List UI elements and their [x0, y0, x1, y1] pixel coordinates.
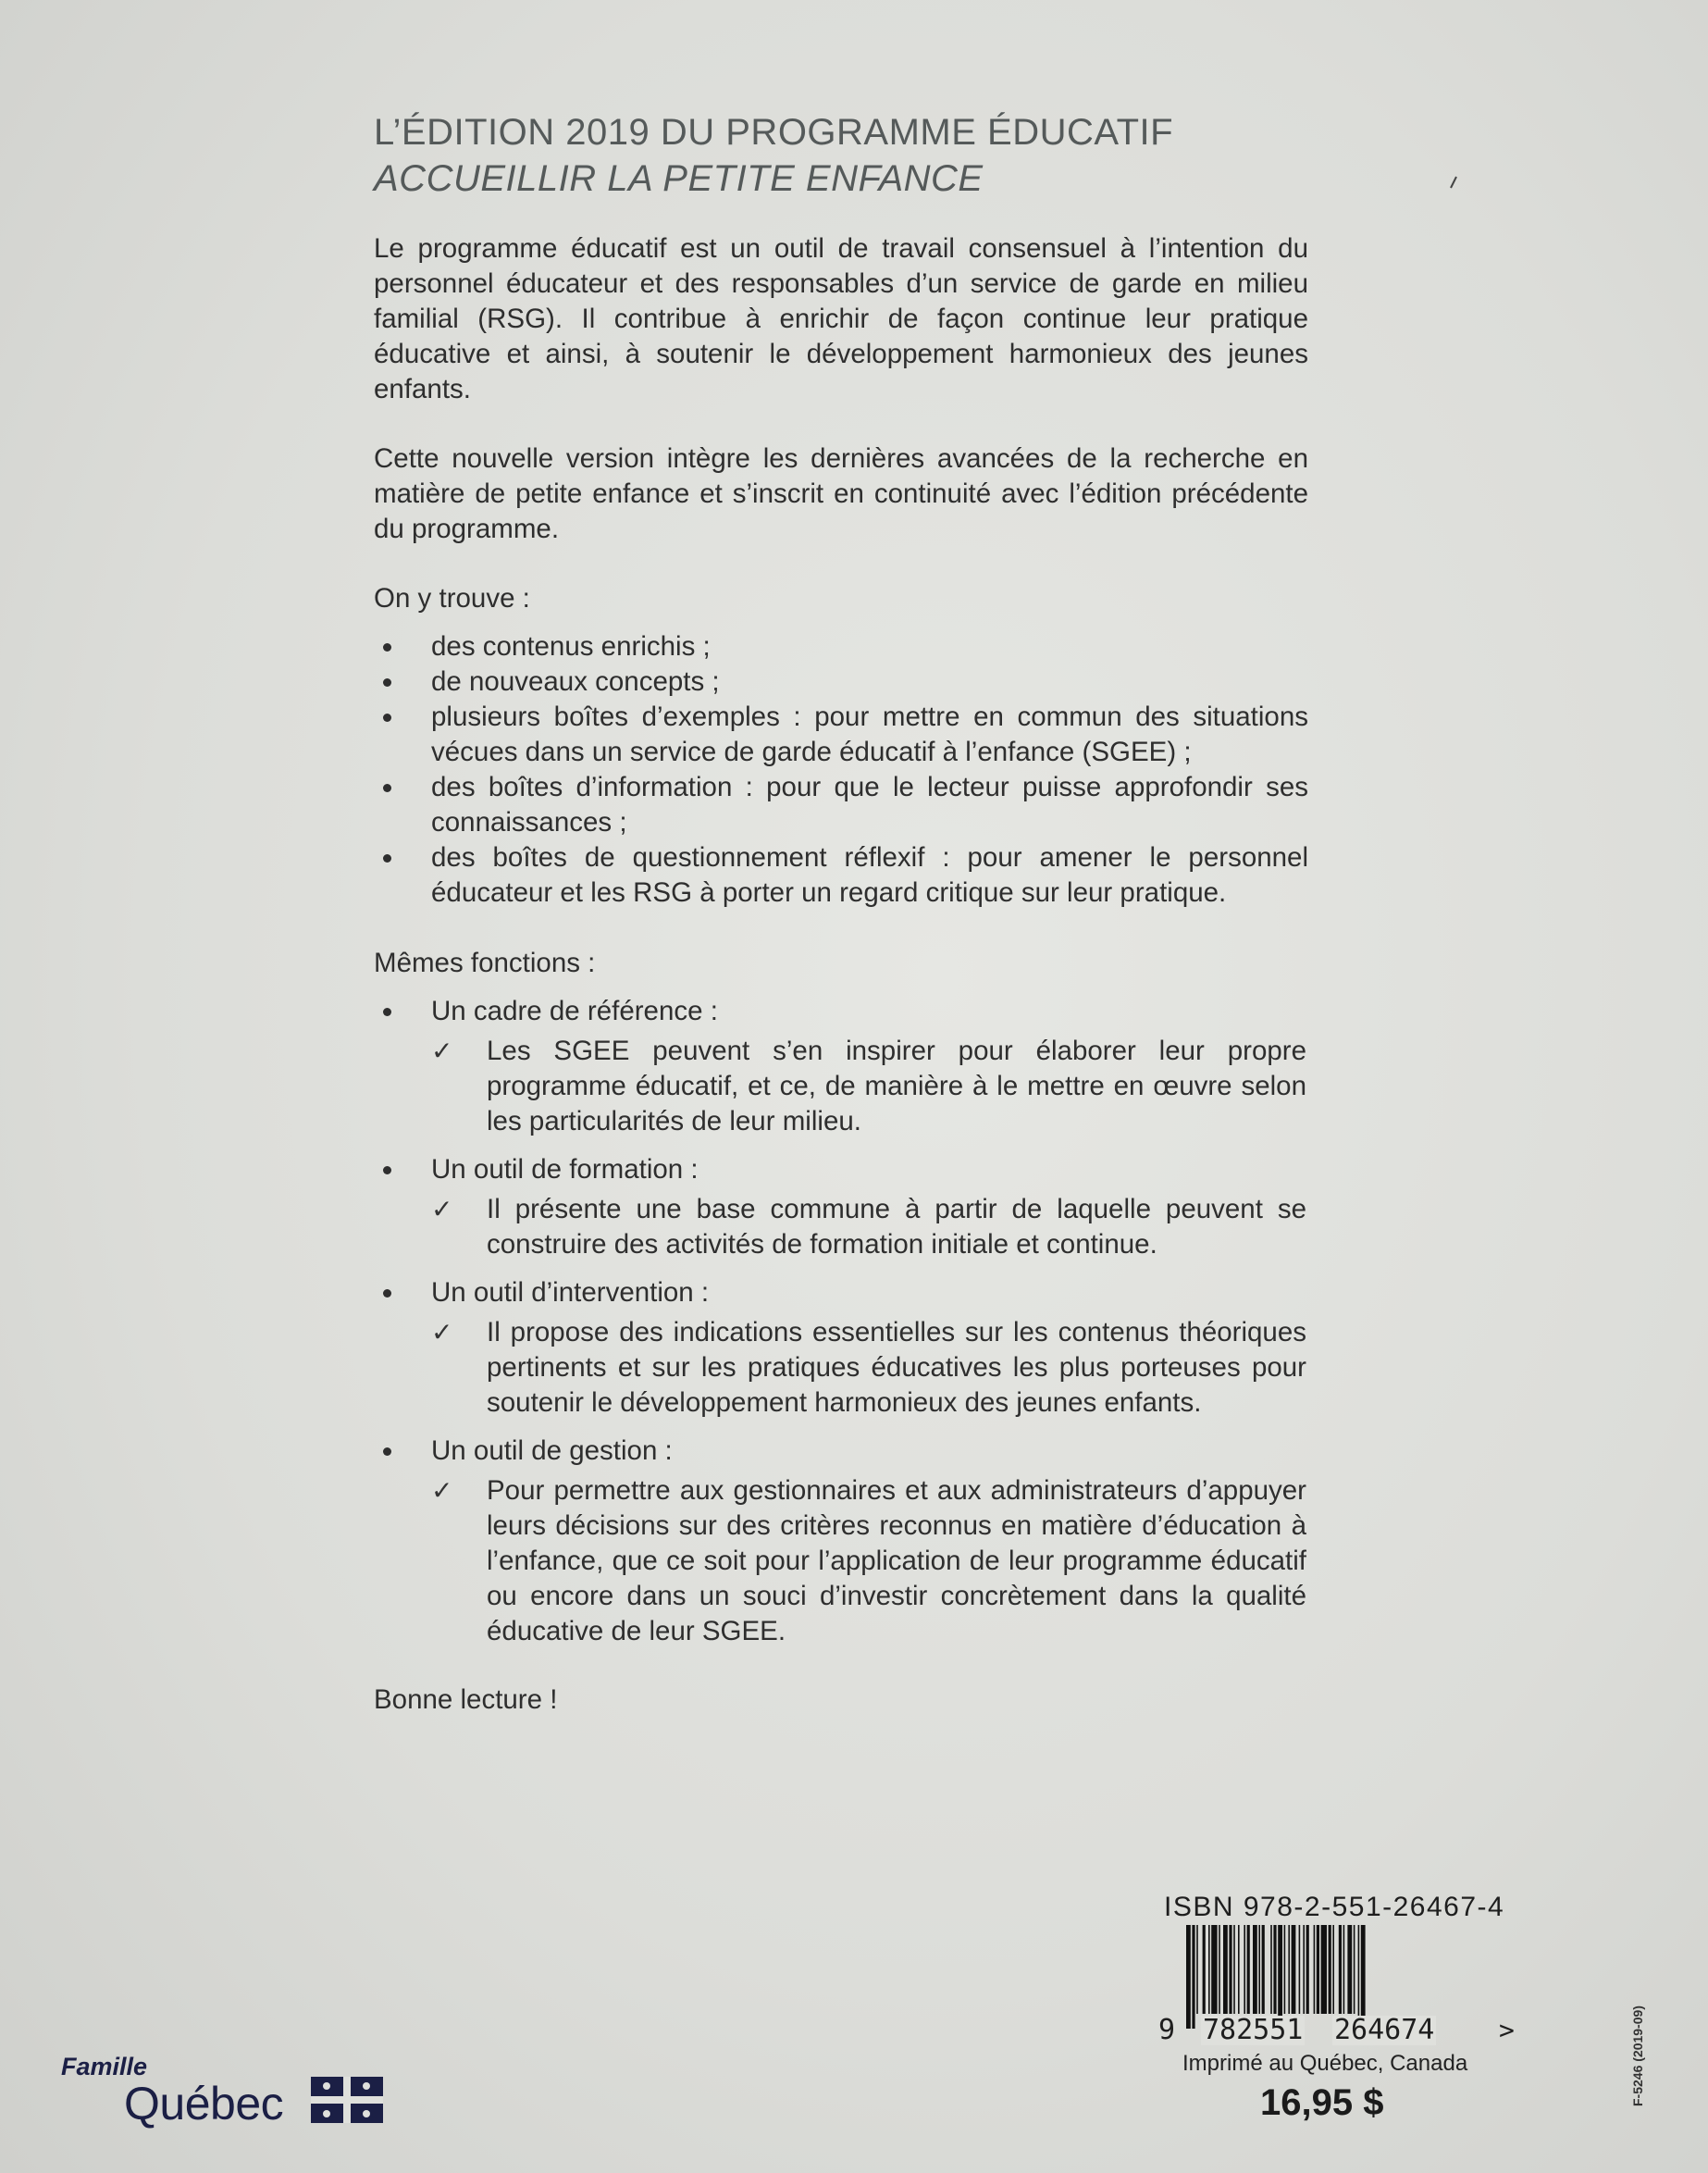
function-item [374, 1275, 1308, 1421]
barcode-bar [1329, 1925, 1331, 2014]
barcode-bar [1299, 1925, 1301, 2014]
function-detail-text: Pour permettre aux gestionnaires et aux administrateurs d’appuyer leurs décisions sur des critères reconnus en matière d’éducation à l’enfance, que ce soit pour l’application de leur programme éducatif ou encore dans un souci d’investir concrètement dans la qualité éducative de leur SGEE. [487, 1475, 1306, 1646]
printed-in: Imprimé au Québec, Canada [1182, 2051, 1468, 2076]
functions-intro: Mêmes fonctions : [374, 948, 596, 978]
barcode-bar [1339, 1925, 1342, 2014]
check-icon: ✓ [431, 1195, 453, 1223]
barcode-bar [1219, 1925, 1220, 2014]
function-heading: Un cadre de référence : [431, 996, 718, 1026]
barcode-bar [1303, 1925, 1305, 2014]
list-item: des boîtes d’information : pour que le lecteur puisse approfondir ses connaissances ; [374, 770, 1308, 840]
barcode-bar [1258, 1925, 1260, 2014]
list-item: des contenus enrichis ; [374, 629, 1308, 664]
barcode-bar [1192, 1925, 1194, 2029]
check-icon: ✓ [431, 1037, 453, 1065]
barcode-bar [1270, 1925, 1272, 2014]
function-item [374, 1152, 1308, 1262]
barcode-bar [1208, 1925, 1210, 2014]
barcode-bar [1186, 1925, 1191, 2029]
barcode-bar [1238, 1925, 1240, 2014]
quebec-flag-icon [311, 2077, 383, 2123]
barcode-bar [1317, 1925, 1319, 2014]
function-heading: Un outil de formation : [431, 1154, 699, 1185]
price: 16,95 $ [1260, 2082, 1384, 2123]
title-line-2: ACCUEILLIR LA PETITE ENFANCE [374, 158, 984, 199]
features-intro: On y trouve : [374, 583, 530, 614]
barcode-bar [1203, 1925, 1206, 2014]
check-icon: ✓ [431, 1318, 453, 1347]
publication-code: F-5246 (2019-09) [1630, 2005, 1645, 2106]
function-detail [431, 1473, 1306, 1649]
function-detail [431, 1034, 1306, 1139]
function-detail [431, 1192, 1306, 1262]
barcode-group-1: 782551 [1203, 2014, 1304, 2046]
features-list [374, 629, 1308, 911]
logo-quebec: Québec [124, 2078, 284, 2130]
isbn-label: ISBN 978-2-551-26467-4 [1164, 1892, 1505, 1922]
barcode-bar [1292, 1925, 1296, 2014]
function-detail [431, 1315, 1306, 1421]
barcode-bar [1314, 1925, 1316, 2014]
barcode-bar [1233, 1925, 1235, 2014]
barcode-bar [1347, 1925, 1352, 2014]
barcode-bar [1343, 1925, 1345, 2014]
body-text [374, 231, 1308, 1718]
barcode [1157, 1925, 1515, 2046]
function-heading: Un outil d’intervention : [431, 1277, 710, 1308]
function-detail-text: Il présente une base commune à partir de laquelle peuvent se construire des activités de formation initiale et continue. [487, 1194, 1306, 1260]
closing-text: Bonne lecture ! [374, 1684, 558, 1715]
barcode-bar [1211, 1925, 1217, 2014]
barcode-group-2: 264674 [1334, 2014, 1435, 2046]
barcode-bar [1273, 1925, 1276, 2014]
function-detail-text: Les SGEE peuvent s’en inspirer pour élaborer leur propre programme éducatif, et ce, de manière à le mettre en œuvre selon les particularités de leur milieu. [487, 1036, 1306, 1136]
barcode-bar [1244, 1925, 1245, 2014]
list-item: des boîtes de questionnement réflexif : pour amener le personnel éducateur et les RSG à porter un regard critique sur leur pratique. [374, 840, 1308, 911]
intro-paragraph: Le programme éducatif est un outil de travail consensuel à l’intention du personnel éducateur et des responsables d’un service de garde en milieu familial (RSG). Il contribue à enrichir de façon continue leur pratique éducative et ainsi, à soutenir le développement harmonieux des jeunes enfants. [374, 233, 1308, 404]
check-icon: ✓ [431, 1476, 453, 1505]
barcode-bar [1321, 1925, 1327, 2014]
function-heading: Un outil de gestion : [431, 1435, 673, 1466]
famille-quebec-logo [61, 2053, 394, 2136]
barcode-bar [1332, 1925, 1334, 2014]
functions-list [374, 994, 1308, 1649]
stray-mark-icon [1449, 176, 1458, 189]
function-detail-text: Il propose des indications essentielles sur les contenus théoriques pertinents et sur les pratiques éducatives les plus porteuses pour soutenir le développement harmonieux des jeunes enfants. [487, 1317, 1306, 1418]
barcode-arrow: > [1499, 2015, 1515, 2045]
title-line-1: L’ÉDITION 2019 DU PROGRAMME ÉDUCATIF [374, 112, 1174, 153]
logo-famille: Famille [61, 2053, 148, 2080]
barcode-bar [1354, 1925, 1355, 2014]
barcode-bar [1253, 1925, 1257, 2014]
barcode-bar [1223, 1925, 1228, 2014]
barcode-bar [1247, 1925, 1250, 2014]
version-paragraph: Cette nouvelle version intègre les dernières avancées de la recherche en matière de petite enfance et s’inscrit en continuité avec l’édition précédente du programme. [374, 443, 1308, 544]
list-item: de nouveaux concepts ; [374, 664, 1308, 700]
function-item [374, 994, 1308, 1139]
cover-title [374, 109, 1336, 202]
barcode-bar [1288, 1925, 1290, 2014]
barcode-bar [1284, 1925, 1286, 2014]
barcode-bar [1196, 1925, 1198, 2014]
list-item: plusieurs boîtes d’exemples : pour mettre en commun des situations vécues dans un service de garde éducatif à l’enfance (SGEE) ; [374, 700, 1308, 770]
barcode-bar [1262, 1925, 1265, 2014]
barcode-lead-digit: 9 [1158, 2014, 1176, 2046]
barcode-bar [1306, 1925, 1309, 2014]
barcode-bar [1229, 1925, 1231, 2014]
function-item [374, 1434, 1308, 1649]
